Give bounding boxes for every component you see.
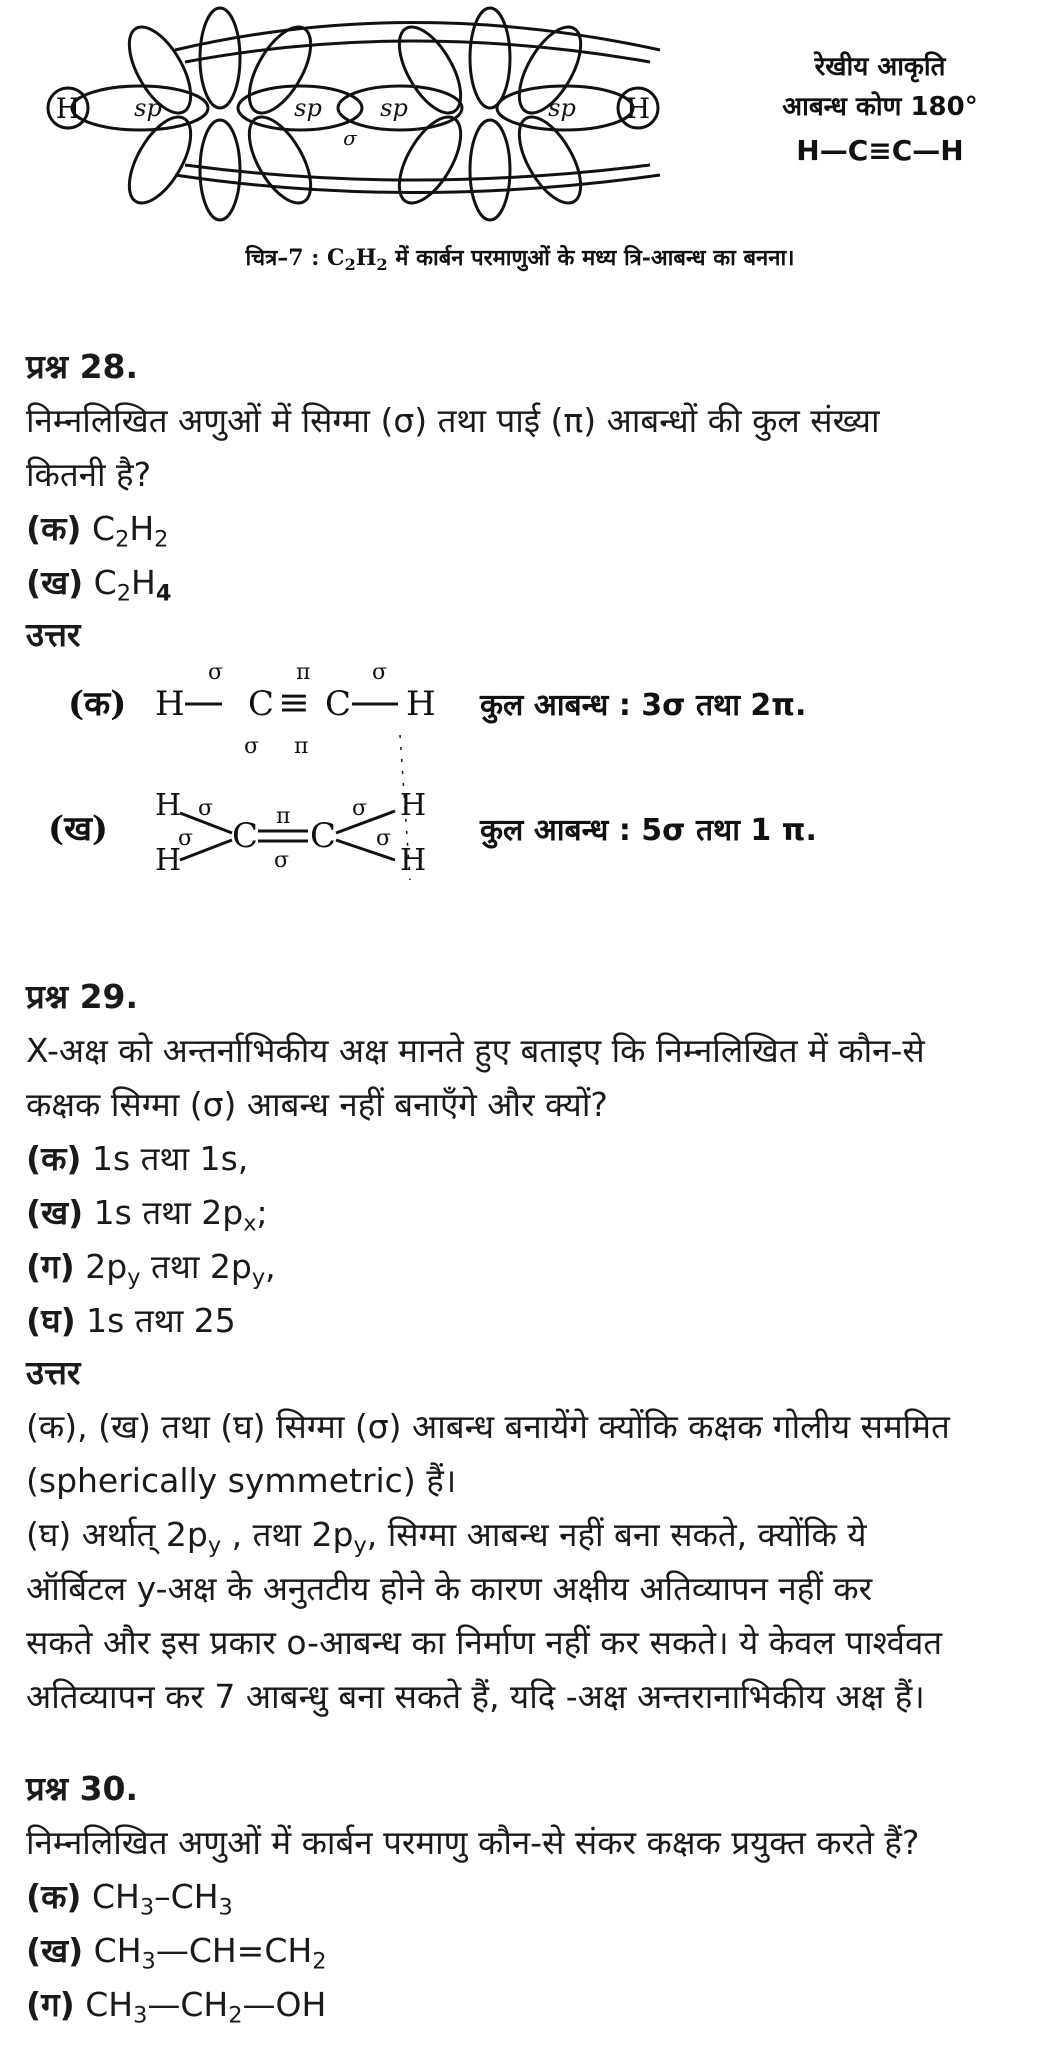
question-30-text: निम्नलिखित अणुओं में कार्बन परमाणु कौन-से संकर कक्षक प्रयुक्त करते हैं?: [26, 1823, 920, 1862]
pi-mark: π: [276, 804, 291, 829]
option-b: (ख) 1s तथा $2p_x$;: [26, 1193, 268, 1237]
pi-mark: π: [294, 734, 309, 759]
question-28-text: कितनी है?: [26, 455, 152, 494]
option-b: (ख) $C_2H_4$: [26, 563, 172, 607]
bond-angle-label: आबन्ध कोण 180°: [782, 92, 978, 122]
sigma-mark: σ: [208, 660, 224, 685]
sigma-mark: σ: [352, 796, 368, 821]
bond-count-figure: [0, 655, 1046, 905]
total-bonds-a: कुल आबन्ध : 3σ तथा 2π.: [480, 688, 807, 723]
option-d: (घ) 1s तथा 25: [26, 1301, 236, 1340]
linear-shape-label: रेखीय आकृति: [814, 52, 946, 82]
atom-h: H: [155, 843, 182, 878]
answer-heading: उत्तर: [26, 1353, 81, 1392]
figure-b-label: (ख): [48, 809, 108, 849]
question-28-heading: प्रश्न 28.: [26, 347, 139, 386]
atom-h: H: [406, 684, 436, 724]
triple-bond: ≡: [278, 680, 310, 724]
sigma-mark: σ: [244, 734, 260, 759]
answer-text: अतिव्यापन कर 7 आबन्धु बना सकते हैं, यदि -अक्ष अन्तरानाभिकीय अक्ष हैं।: [26, 1677, 925, 1716]
atom-h: H: [400, 788, 427, 823]
pi-mark: π: [296, 660, 311, 685]
figure-caption: चित्र–7 : $C_2H_2$ में कार्बन परमाणुओं के मध्य त्रि-आबन्ध का बनना।: [245, 245, 795, 274]
atom-h: H: [155, 684, 185, 724]
sp-label: sp: [380, 94, 408, 122]
option-c: (ग) $2p_y$ तथा $2p_y$,: [26, 1247, 276, 1291]
option-b: (ख) $CH_3—CH=CH_2$: [26, 1931, 327, 1975]
sigma-mark: σ: [198, 796, 214, 821]
atom-c: C: [248, 684, 275, 724]
sigma-mark: σ: [372, 660, 388, 685]
option-c: (ग) $CH_3—CH_2—OH$: [26, 1985, 327, 2029]
option-a: (क) $CH_3-CH_3$: [26, 1877, 233, 1921]
acetylene-formula: H—C≡C—H: [796, 134, 964, 167]
sp-label: sp: [294, 94, 322, 122]
atom-h: H: [400, 843, 427, 878]
answer-text: ऑर्बिटल y-अक्ष के अनुतटीय होने के कारण अक्षीय अतिव्यापन नहीं कर: [26, 1569, 873, 1608]
figure-a-label: (क): [68, 684, 127, 724]
sigma-label: σ: [343, 126, 357, 150]
question-30-heading: प्रश्न 30.: [26, 1769, 139, 1808]
acetylene-orbital-figure: [0, 0, 1046, 300]
sp-label: sp: [548, 94, 576, 122]
atom-c: C: [232, 816, 259, 856]
sigma-mark: σ: [274, 848, 290, 873]
sigma-mark: σ: [376, 826, 392, 851]
atom-h: H: [155, 788, 182, 823]
answer-text: (क), (ख) तथा (घ) सिग्मा (σ) आबन्ध बनायेंगे क्योंकि कक्षक गोलीय सममित: [26, 1407, 950, 1446]
option-a: (क) $C_2H_2$: [26, 509, 169, 553]
atom-c: C: [310, 816, 337, 856]
total-bonds-b: कुल आबन्ध : 5σ तथा 1 π.: [480, 813, 817, 848]
answer-text: सकते और इस प्रकार o-आबन्ध का निर्माण नहीं कर सकते। ये केवल पार्श्ववत: [26, 1623, 943, 1662]
option-a: (क) 1s तथा 1s,: [26, 1139, 249, 1178]
question-29-heading: प्रश्न 29.: [26, 977, 139, 1016]
answer-heading: उत्तर: [26, 615, 81, 654]
hydrogen-left: H: [55, 92, 81, 125]
question-29-text: X-अक्ष को अन्तर्नाभिकीय अक्ष मानते हुए बताइए कि निम्नलिखित में कौन-से: [26, 1031, 925, 1070]
hydrogen-right: H: [625, 92, 651, 125]
question-29-text: कक्षक सिग्मा (σ) आबन्ध नहीं बनाएँगे और क्यों?: [26, 1085, 608, 1124]
answer-text: (घ) अर्थात् $2p_y$ , तथा $2p_y$, सिग्मा आबन्ध नहीं बना सकते, क्योंकि ये: [26, 1515, 867, 1559]
sp-label: sp: [134, 94, 162, 122]
atom-c: C: [325, 684, 352, 724]
question-28-text: निम्नलिखित अणुओं में सिग्मा (σ) तथा पाई (π) आबन्धों की कुल संख्या: [26, 401, 880, 440]
sigma-mark: σ: [178, 826, 194, 851]
answer-text: (spherically symmetric) हैं।: [26, 1461, 457, 1500]
